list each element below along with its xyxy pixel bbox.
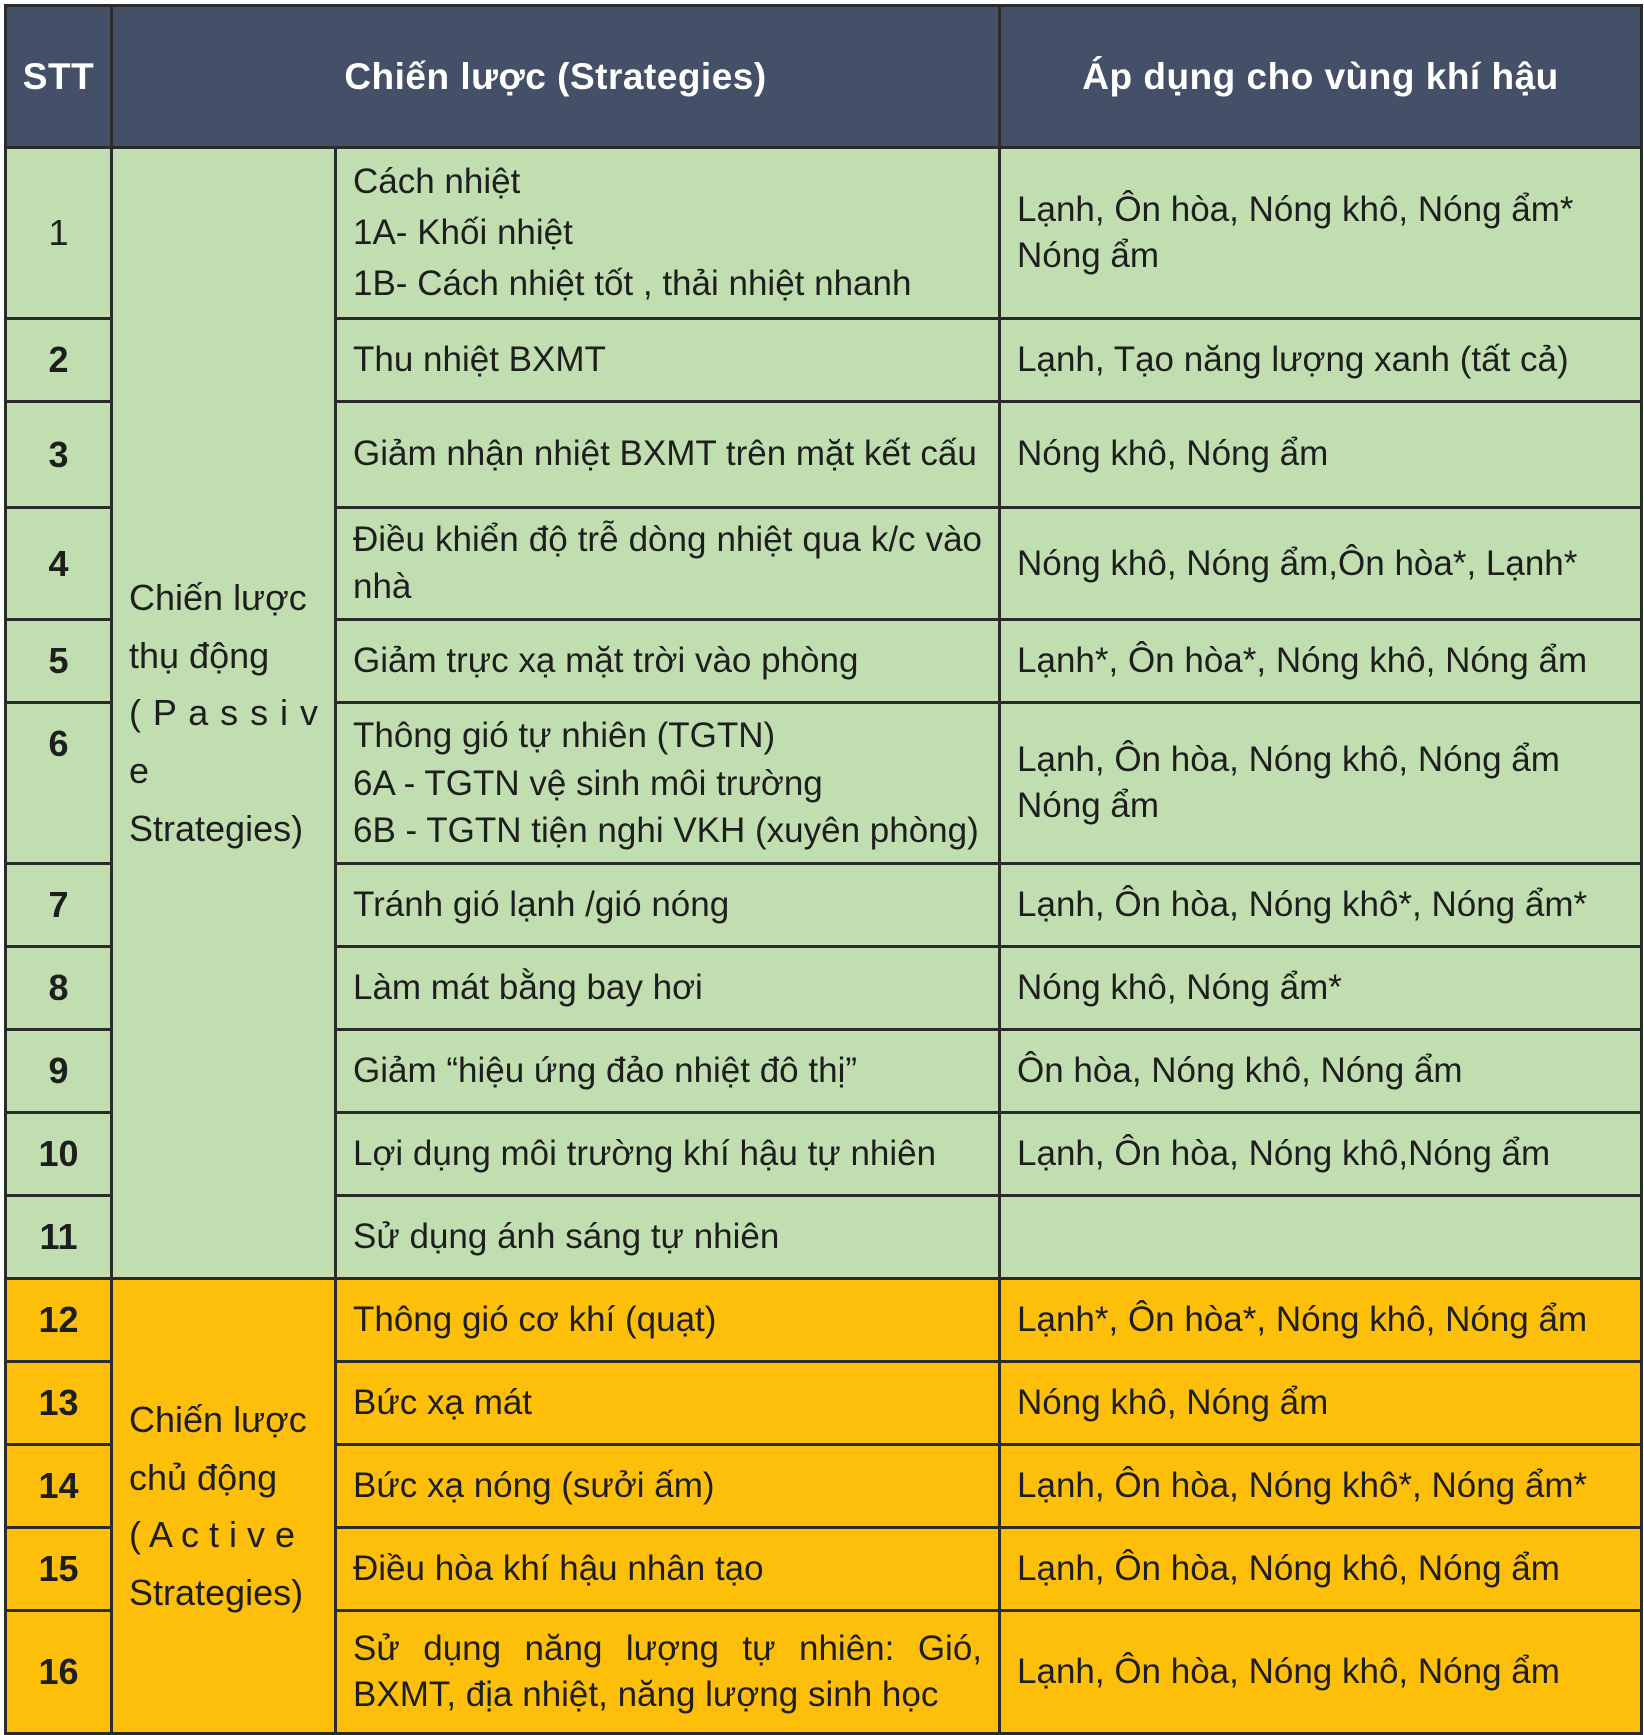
strategy-line: Giảm “hiệu ứng đảo nhiệt đô thị”	[353, 1051, 857, 1091]
group-label-line: ( P a s s i v e	[129, 692, 318, 791]
row-number: 9	[6, 1030, 112, 1113]
strategy-cell	[336, 1113, 1000, 1196]
strategy-cell	[336, 1030, 1000, 1113]
climate-cell	[1000, 620, 1642, 703]
climate-line: Lạnh, Tạo năng lượng xanh (tất cả)	[1017, 339, 1569, 379]
climate-cell	[1000, 1196, 1642, 1279]
strategy-cell	[336, 402, 1000, 508]
strategy-cell	[336, 703, 1000, 864]
row-number: 12	[6, 1279, 112, 1362]
strategy-line: Tránh gió lạnh /gió nóng	[353, 885, 730, 925]
climate-cell	[1000, 947, 1642, 1030]
climate-line: Lạnh, Ôn hòa, Nóng khô, Nóng ẩm	[1017, 1652, 1560, 1692]
strategy-line: Thu nhiệt BXMT	[353, 339, 606, 379]
row-number: 5	[6, 620, 112, 703]
strategy-cell	[336, 319, 1000, 402]
row-number: 16	[6, 1611, 112, 1734]
header-strategies: Chiến lược (Strategies)	[112, 6, 1000, 148]
row-number: 8	[6, 947, 112, 1030]
row-number: 7	[6, 864, 112, 947]
strategy-line: Điều hòa khí hậu nhân tạo	[353, 1549, 764, 1589]
row-number: 14	[6, 1445, 112, 1528]
row-number: 15	[6, 1528, 112, 1611]
climate-line: Lạnh*, Ôn hòa*, Nóng khô, Nóng ẩm	[1017, 1300, 1588, 1340]
strategy-line: Sử dụng ánh sáng tự nhiên	[353, 1217, 780, 1257]
row-number: 4	[6, 508, 112, 620]
strategy-line: Lợi dụng môi trường khí hậu tự nhiên	[353, 1134, 937, 1174]
strategy-line: 1B- Cách nhiệt tốt , thải nhiệt nhanh	[353, 263, 912, 303]
group-label-line: Chiến lược	[129, 577, 307, 619]
climate-line: Lạnh, Ôn hòa, Nóng khô, Nóng ẩm	[1017, 739, 1560, 779]
strategy-line: Sử dụng năng lượng tự nhiên: Gió, BXMT, địa nhiệt, năng lượng sinh học	[353, 1628, 983, 1715]
strategy-line: 6B - TGTN tiện nghi VKH (xuyên phòng)	[353, 810, 979, 850]
group-label-line: Strategies)	[129, 807, 304, 849]
row-number: 1	[6, 148, 112, 319]
row-number: 10	[6, 1113, 112, 1196]
climate-cell	[1000, 703, 1642, 864]
climate-line: Lạnh, Ôn hòa, Nóng khô, Nóng ẩm	[1017, 1549, 1560, 1589]
strategy-line: Bức xạ mát	[353, 1383, 533, 1423]
strategy-cell	[336, 620, 1000, 703]
row-number: 2	[6, 319, 112, 402]
strategy-line: Thông gió tự nhiên (TGTN)	[353, 716, 776, 756]
strategy-cell	[336, 148, 1000, 319]
climate-line: Nóng khô, Nóng ẩm	[1017, 1383, 1329, 1423]
strategy-cell	[336, 508, 1000, 620]
climate-cell	[1000, 1362, 1642, 1445]
table-row	[6, 148, 1642, 319]
group-label-line: ( A c t i v e	[129, 1514, 296, 1556]
strategy-line: Điều khiển độ trễ dòng nhiệt qua k/c vào nhà	[353, 520, 983, 606]
strategy-cell	[336, 864, 1000, 947]
strategy-line: Làm mát bằng bay hơi	[353, 968, 703, 1008]
strategy-cell	[336, 1362, 1000, 1445]
strategy-cell	[336, 1196, 1000, 1279]
climate-line: Lạnh, Ôn hòa, Nóng khô, Nóng ẩm*	[1017, 189, 1574, 229]
climate-cell	[1000, 319, 1642, 402]
header-stt: STT	[6, 6, 112, 148]
climate-cell	[1000, 1113, 1642, 1196]
group-label-line: chủ động	[129, 1456, 278, 1498]
climate-line: Nóng ẩm	[1017, 786, 1160, 826]
row-number: 6	[6, 703, 112, 864]
climate-line: Ôn hòa, Nóng khô, Nóng ẩm	[1017, 1051, 1463, 1091]
strategy-cell	[336, 1279, 1000, 1362]
row-number: 3	[6, 402, 112, 508]
climate-cell	[1000, 1279, 1642, 1362]
group-label-line: Strategies)	[129, 1571, 304, 1613]
climate-line: Lạnh, Ôn hòa, Nóng khô*, Nóng ẩm*	[1017, 885, 1588, 925]
active-strategy-group	[112, 1279, 336, 1734]
climate-cell	[1000, 1445, 1642, 1528]
strategy-cell	[336, 947, 1000, 1030]
passive-strategy-group	[112, 148, 336, 1279]
climate-cell	[1000, 864, 1642, 947]
strategy-line: 1A- Khối nhiệt	[353, 212, 573, 252]
climate-line: Nóng khô, Nóng ẩm	[1017, 434, 1329, 474]
group-label-line: Chiến lược	[129, 1399, 307, 1441]
strategy-cell	[336, 1528, 1000, 1611]
climate-cell	[1000, 402, 1642, 508]
climate-line: Nóng khô, Nóng ẩm,Ôn hòa*, Lạnh*	[1017, 543, 1578, 583]
climate-cell	[1000, 148, 1642, 319]
climate-line: Lạnh*, Ôn hòa*, Nóng khô, Nóng ẩm	[1017, 641, 1588, 681]
climate-line: Nóng khô, Nóng ẩm*	[1017, 968, 1342, 1008]
strategy-line: 6A - TGTN vệ sinh môi trường	[353, 763, 823, 803]
row-number: 11	[6, 1196, 112, 1279]
header-row	[6, 6, 1642, 148]
strategy-cell	[336, 1611, 1000, 1734]
climate-line: Nóng ẩm	[1017, 236, 1160, 276]
group-label-line: thụ động	[129, 634, 270, 676]
strategy-line: Bức xạ nóng (sưởi ấm)	[353, 1466, 715, 1506]
climate-cell	[1000, 1528, 1642, 1611]
strategy-line: Giảm nhận nhiệt BXMT trên mặt kết cấu	[353, 434, 977, 474]
climate-line: Lạnh, Ôn hòa, Nóng khô*, Nóng ẩm*	[1017, 1466, 1588, 1506]
strategy-table	[4, 4, 1643, 1735]
table-row	[6, 1279, 1642, 1362]
strategy-table-wrapper	[4, 4, 1643, 1735]
strategy-line: Giảm trực xạ mặt trời vào phòng	[353, 641, 859, 681]
header-climate: Áp dụng cho vùng khí hậu	[1000, 6, 1642, 148]
climate-line: Lạnh, Ôn hòa, Nóng khô,Nóng ẩm	[1017, 1134, 1551, 1174]
climate-cell	[1000, 508, 1642, 620]
climate-cell	[1000, 1611, 1642, 1734]
climate-cell	[1000, 1030, 1642, 1113]
strategy-line: Cách nhiệt	[353, 162, 521, 201]
row-number: 13	[6, 1362, 112, 1445]
strategy-cell	[336, 1445, 1000, 1528]
strategy-line: Thông gió cơ khí (quạt)	[353, 1300, 717, 1340]
